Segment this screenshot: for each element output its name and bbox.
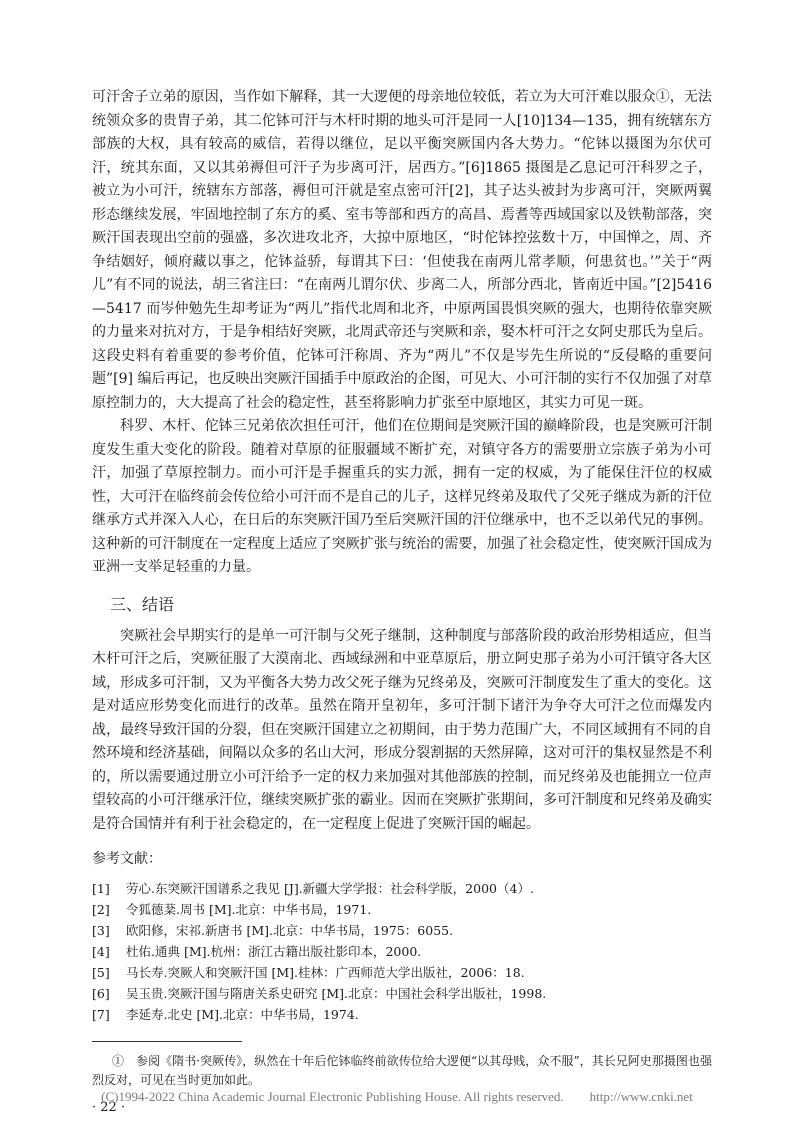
reference-text: 令狐德棻.周书 [M].北京：中华书局，1971. bbox=[126, 902, 372, 917]
body-paragraph-2: 科罗、木杆、佗钵三兄弟依次担任可汗，他们在位期间是突厥汗国的巅峰阶段，也是突厥可汗制度发生重大变化的阶段。随着对草原的征服疆域不断扩充，对镇守各方的需要册立宗族子弟为小可汗，加强了草原控制力。而小可汗是手握重兵的实力派，拥有一定的权威，为了能保住汗位的权威性，大可汗在临终前会传位给小可汗而不是自己的儿子，这样兄终弟及取代了父死子继成为新的汗位继承方式并深入人心，在日后的东突厥汗国乃至后突厥汗国的汗位继承中，也不乏以弟代兄的事例。这种新的可汗制度在一定程度上适应了突厥扩张与统治的需要，加强了社会稳定性，使突厥汗国成为亚洲一支举足轻重的力量。 bbox=[92, 418, 712, 575]
reference-text: 李延寿.北史 [M].北京：中华书局，1974. bbox=[126, 1007, 359, 1022]
reference-text: 欧阳修，宋祁.新唐书 [M].北京：中华书局，1975：6055. bbox=[126, 923, 454, 938]
reference-item bbox=[92, 983, 712, 1004]
reference-text: 劳心.东突厥汗国谱系之我见 [J].新疆大学学报：社会科学版，2000（4）. bbox=[126, 881, 534, 896]
reference-text: 吴玉贵.突厥汗国与隋唐关系史研究 [M].北京：中国社会科学出版社，1998. bbox=[126, 986, 547, 1001]
reference-item bbox=[92, 920, 712, 941]
reference-item bbox=[92, 941, 712, 962]
page-number: · 22 · bbox=[92, 1100, 126, 1115]
reference-number: [6] bbox=[92, 986, 110, 1001]
reference-number: [5] bbox=[92, 965, 110, 980]
references-list bbox=[92, 878, 712, 1025]
reference-number: [1] bbox=[92, 881, 110, 896]
reference-number: [2] bbox=[92, 902, 110, 917]
reference-text: 马长寿.突厥人和突厥汗国 [M].桂林：广西师范大学出版社，2006：18. bbox=[126, 965, 525, 980]
page-content bbox=[92, 86, 712, 1115]
body-paragraph-3: 突厥社会早期实行的是单一可汗制与父死子继制，这种制度与部落阶段的政治形势相适应，但当木杆可汗之后，突厥征服了大漠南北、西域绿洲和中亚草原后，册立阿史那子弟为小可汗镇守各大区域，形成多可汗制，又为平衡各大势力改父死子继为兄终弟及，突厥可汗制度发生了重大的变化。这是对适应形势变化而进行的改革。虽然在隋开皇初年，多可汗制下诸汗为争夺大可汗之位而爆发内战，最终导致汗国的分裂，但在突厥汗国建立之初期间，由于势力范围广大，不同区域拥有不同的自然环境和经济基础，间隔以众多的名山大河，形成分裂割据的天然屏障，这对可汗的集权显然是不利的，所以需要通过册立小可汗给予一定的权力来加强对其他部族的控制，而兄终弟及也能拥立一位声望较高的小可汗继承汗位，继续突厥扩张的霸业。因而在突厥扩张期间，多可汗制度和兄终弟及确实是符合国情并有利于社会稳定的，在一定程度上促进了突厥汗国的崛起。 bbox=[92, 627, 712, 832]
reference-text: 杜佑.通典 [M].杭州：浙江古籍出版社影印本，2000. bbox=[126, 944, 422, 959]
reference-item bbox=[92, 962, 712, 983]
references-title: 参考文献： bbox=[92, 851, 162, 867]
reference-number: [7] bbox=[92, 1007, 110, 1022]
body-paragraph-1: 可汗舍子立弟的原因，当作如下解释，其一大逻便的母亲地位较低，若立为大可汗难以服众①，无法统领众多的贵胄子弟，其二佗钵可汗与木杆时期的地头可汗是同一人[10]134—135，拥有统辖东方部族的大权，具有较高的威信，若得以继位，足以平衡突厥国内各大势力。“佗钵以摄图为尔伏可汗，统其东面，又以其弟褥但可汗子为步离可汗，居西方。”[6]1865 摄图是乙息记可汗科罗之子，被立为小可汗，统辖东方部落，褥但可汗就是室点密可汗[2]，其子达头被封为步离可汗，突厥两翼形态继续发展，牢固地控制了东方的奚、室韦等部和西方的高昌、焉耆等西域国家以及铁勒部落，突厥汗国表现出空前的强盛，多次进攻北齐，大掠中原地区，“时佗钵控弦数十万，中国惮之，周、齐争结姻好，倾府藏以事之，佗钵益骄，每谓其下曰：‘但使我在南两儿常孝顺，何患贫也。’”关于“两儿”有不同的说法，胡三省注曰：“在南两儿谓尔伏、步离二人，所部分西北，皆南近中国。”[2]5416—5417 而岑仲勉先生却考证为“两儿”指代北周和北齐，中原两国畏惧突厥的强大，也期待依靠突厥的力量来对抗对方，于是争相结好突厥，北周武帝还与突厥和亲，娶木杆可汗之女阿史那氏为皇后。这段史料有着重要的参考价值，佗钵可汗称周、齐为“两儿”不仅是岑先生所说的“反侵略的重要问题”[9] 编后再记，也反映出突厥汗国插手中原政治的企图，可见大、小可汗制的实行不仅加强了对草原控制力的，大大提高了社会的稳定性，甚至将影响力扩张至中原地区，其实力可见一斑。 bbox=[92, 89, 712, 411]
copyright-line: (C)1994-2022 China Academic Journal Electronic Publishing House. All rights reserved. http://www.cnki.net bbox=[101, 1089, 693, 1104]
reference-number: [4] bbox=[92, 944, 110, 959]
reference-number: [3] bbox=[92, 923, 110, 938]
footnote: ① 参阅《隋书·突厥传》，纵然在十年后佗钵临终前欲传位给大逻便“以其母贱，众不服”，其长兄阿史那摄图也强烈反对，可见在当时更加如此。 bbox=[92, 1054, 712, 1087]
section-title: 三、结语 bbox=[110, 594, 175, 614]
reference-item bbox=[92, 878, 712, 899]
reference-item bbox=[92, 1004, 712, 1025]
reference-item bbox=[92, 899, 712, 920]
footnote-divider bbox=[92, 1041, 242, 1042]
